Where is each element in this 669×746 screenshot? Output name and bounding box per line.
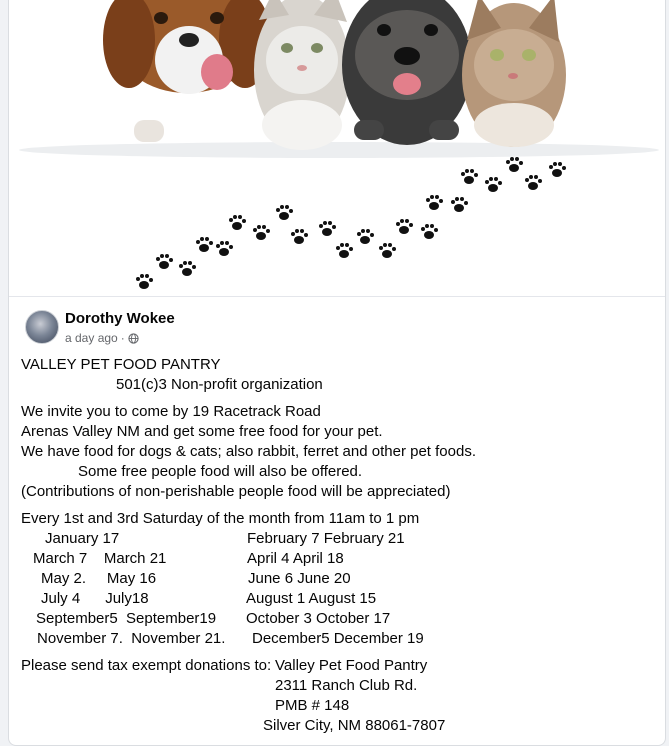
invite-line: Some free people food will also be offered.	[78, 463, 363, 480]
donation-address	[21, 656, 661, 736]
schedule-left: January 17	[45, 530, 120, 547]
schedule-right: February 7 February 21	[247, 530, 405, 547]
donation-city: Silver City, NM 88061-7807	[263, 717, 446, 734]
post-header	[25, 308, 625, 348]
cat-illustration	[462, 0, 566, 147]
donation-name: Valley Pet Food Pantry	[275, 657, 428, 674]
post-card	[8, 0, 666, 746]
schedule-right: December5 December 19	[252, 630, 424, 647]
invite-line: We invite you to come by 19 Racetrack Road	[21, 403, 321, 420]
schedule-right: June 6 June 20	[248, 570, 351, 587]
globe-icon[interactable]	[128, 333, 139, 344]
invite-line: (Contributions of non-perishable people food will be appreciated)	[21, 483, 451, 500]
schedule-dates	[21, 529, 661, 649]
author-name[interactable]: Dorothy Wokee	[65, 310, 175, 327]
schedule-left: November 7. November 21.	[37, 630, 226, 647]
post-timestamp[interactable]: a day ago	[65, 331, 118, 345]
schedule-right: August 1 August 15	[246, 590, 377, 607]
schedule-left: May 2. May 16	[41, 570, 157, 587]
schedule-left: March 7 March 21	[33, 550, 167, 567]
invite-line: Arenas Valley NM and get some free food for your pet.	[21, 423, 383, 440]
schedule-left: July 4 July18	[41, 590, 149, 607]
post-text	[21, 355, 661, 736]
post-meta	[65, 331, 139, 345]
invite-line: We have food for dogs & cats; also rabbit, ferret and other pet foods.	[21, 443, 476, 460]
donation-street: 2311 Ranch Club Rd.	[275, 677, 418, 694]
paw-prints-decoration	[136, 157, 566, 289]
schedule-right: October 3 October 17	[246, 610, 391, 627]
cat-illustration	[254, 0, 350, 150]
pets-with-paw-prints-image	[9, 0, 665, 296]
schedule-left: September5 September19	[36, 610, 217, 627]
schedule-right: April 4 April 18	[247, 550, 344, 567]
avatar[interactable]	[25, 310, 59, 344]
dog-illustration	[103, 0, 271, 142]
post-image[interactable]	[9, 0, 665, 297]
donation-label: Please send tax exempt donations to:	[21, 657, 272, 674]
donation-pmb: PMB # 148	[275, 697, 350, 714]
schedule-heading: Every 1st and 3rd Saturday of the month from 11am to 1 pm	[21, 510, 420, 527]
post-subtitle: 501(c)3 Non-profit organization	[116, 376, 323, 393]
meta-separator: ·	[120, 331, 125, 345]
post-title: VALLEY PET FOOD PANTRY	[21, 356, 221, 373]
dog-illustration	[342, 0, 472, 145]
